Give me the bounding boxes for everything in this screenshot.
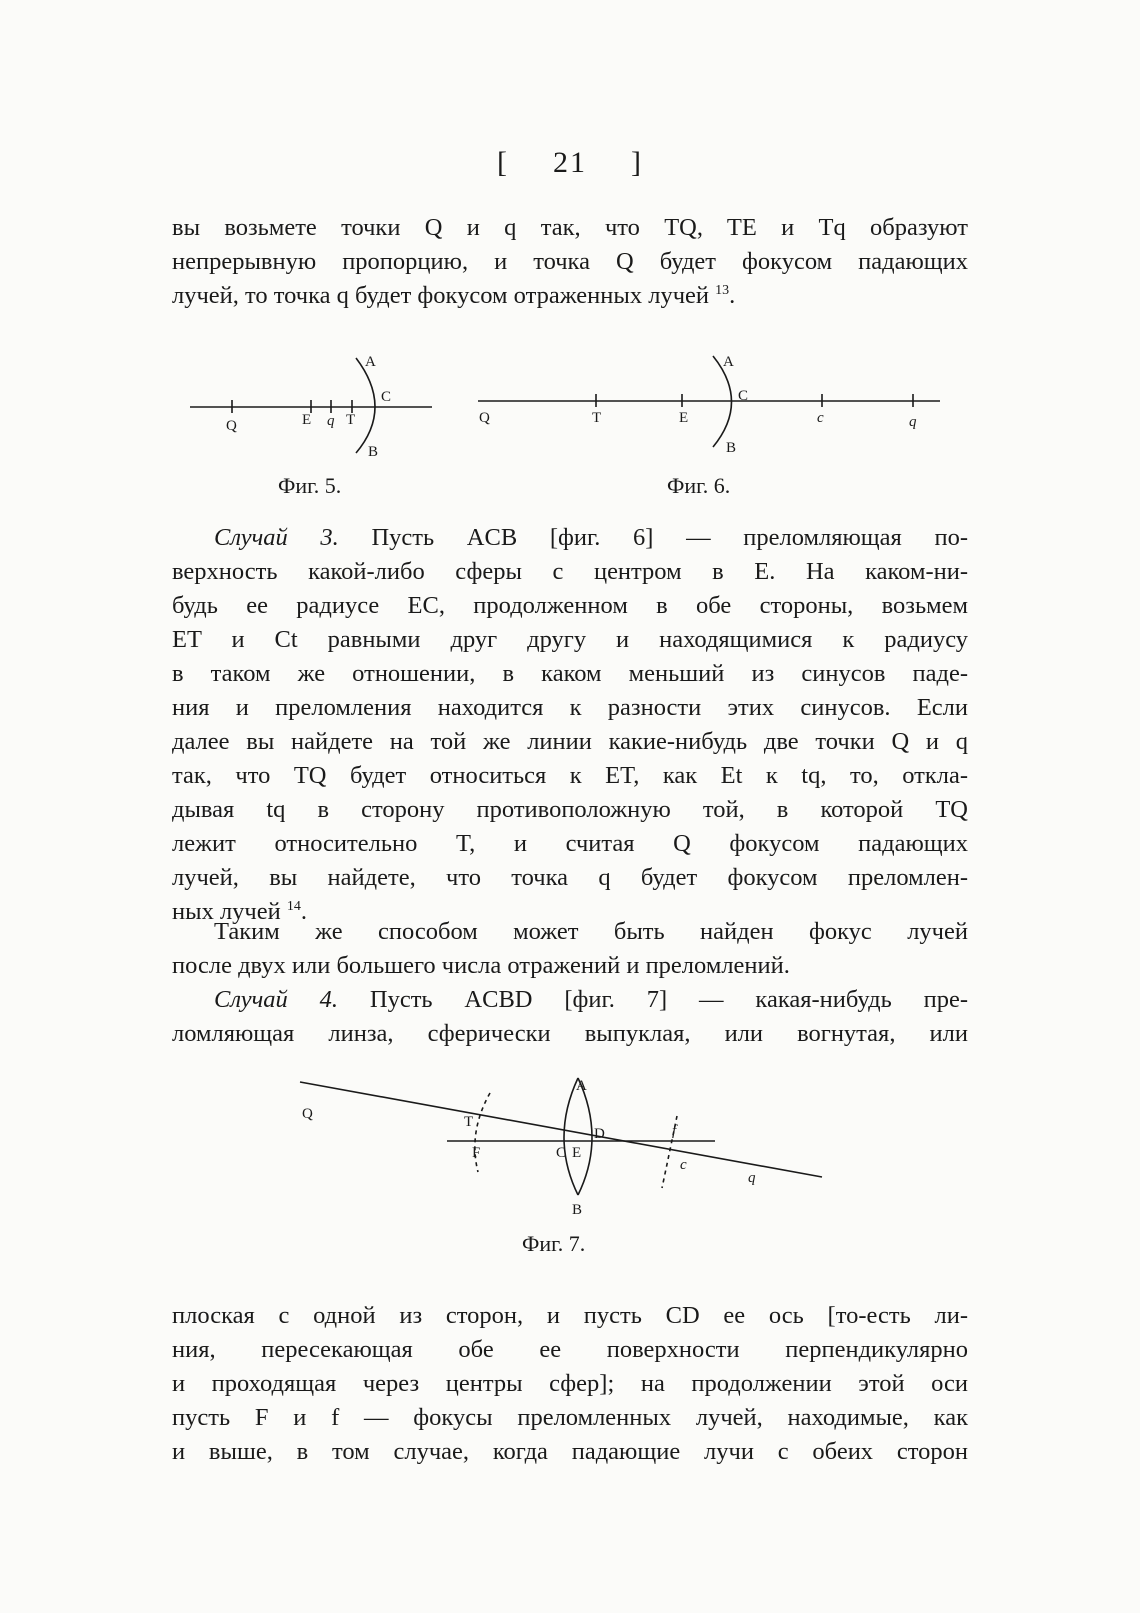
text-line: после двух или большего числа отражений и преломлений. [172, 952, 790, 979]
fig7-label: E [572, 1145, 582, 1161]
fig7-label: c [680, 1157, 687, 1173]
text-line: лучей, то точка q будет фокусом отраженных лучей $^{13}$. [172, 282, 736, 309]
footnote-ref: 14 [286, 898, 301, 914]
text-line: плоская с одной из сторон, и пусть CD ее ось [то-есть ли- [172, 1302, 968, 1329]
fig7-label: Q [302, 1106, 313, 1122]
text-line: дывая tq в сторону противоположную той, в которой TQ [172, 796, 968, 823]
text-line: верхность какой-либо сферы с центром в E. На каком-ни- [172, 558, 968, 585]
text-line: и проходящая через центры сфер]; на продолжении этой оси [172, 1370, 968, 1397]
text-line: непрерывную пропорцию, и точка Q будет фокусом падающих [172, 248, 968, 275]
text-line: лежит относительно T, и считая Q фокусом падающих [172, 830, 968, 857]
figure-7-caption: Фиг. 7. [522, 1231, 586, 1256]
case-heading: Случай 4. [214, 986, 338, 1013]
fig5-label: T [346, 412, 356, 428]
fig6-label: T [592, 410, 602, 426]
text-line: будь ее радиусе EC, продолженном в обе стороны, возьмем [172, 592, 968, 619]
fig7-label: f [672, 1123, 677, 1139]
text-line: в таком же отношении, в каком меньший из синусов паде- [172, 660, 968, 687]
figure-6-caption: Фиг. 6. [667, 473, 731, 498]
case-heading: Случай 3. [214, 524, 339, 551]
text-line: Случай 3. Пусть ACB [фиг. 6] — преломляющая по- [214, 524, 968, 551]
text-line: ния, пересекающая обе ее поверхности перпендикулярно [172, 1336, 968, 1363]
text-line: ния и преломления находится к разности этих синусов. Если [172, 694, 968, 721]
fig7-label: A [576, 1078, 587, 1094]
fig6-label: Q [479, 410, 490, 426]
fig6-label: B [726, 440, 737, 456]
fig5-label: A [365, 354, 376, 370]
fig7-label: q [748, 1170, 756, 1186]
text-line: и выше, в том случае, когда падающие лучи с обеих сторон [172, 1438, 968, 1465]
fig7-label: C [556, 1145, 567, 1161]
text-line: ET и Ct равными друг другу и находящимися к радиусу [172, 626, 968, 653]
fig7-label: T [464, 1114, 474, 1130]
text-line: далее вы найдете на той же линии какие-нибудь две точки Q и q [172, 728, 968, 755]
fig7-label: F [472, 1145, 481, 1161]
fig7-label: D [594, 1126, 605, 1142]
text-line: Таким же способом может быть найден фокус лучей [214, 918, 968, 945]
fig6-label: q [909, 414, 917, 430]
paragraph-bottom [172, 1299, 968, 1469]
text-line: Случай 4. Пусть ACBD [фиг. 7] — какая-нибудь пре- [214, 986, 969, 1013]
text-line: лучей, вы найдете, что точка q будет фокусом преломлен- [172, 864, 968, 891]
fig6-label: C [738, 388, 749, 404]
text-line: вы возьмете точки Q и q так, что TQ, TE и Tq образуют [172, 214, 968, 241]
fig5-label: C [381, 389, 392, 405]
fig6-label: c [817, 410, 824, 426]
footnote-ref: 13 [715, 282, 730, 298]
figure-5-caption: Фиг. 5. [278, 473, 342, 498]
text-line: ломляющая линза, сферически выпуклая, или вогнутая, или [172, 1020, 968, 1047]
fig5-label: Q [226, 418, 237, 434]
text-line: ных лучей $^{14}$. [172, 898, 307, 925]
fig5-label: q [327, 413, 335, 429]
fig6-label: A [723, 354, 734, 370]
page-number: [ 21 ] [497, 146, 643, 179]
fig6-label: E [679, 410, 689, 426]
fig5-label: E [302, 412, 312, 428]
fig5-label: B [368, 444, 379, 460]
text-line: так, что TQ будет относиться к ET, как Et к tq, то, откла- [172, 762, 968, 789]
fig7-label: B [572, 1202, 583, 1218]
text-line: пусть F и f — фокусы преломленных лучей, находимые, как [172, 1404, 968, 1431]
